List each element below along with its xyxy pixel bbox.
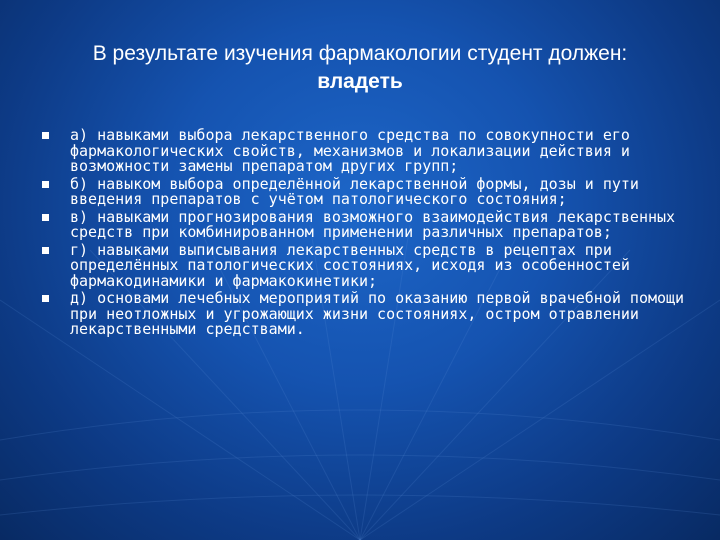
bullet-item-d xyxy=(40,240,690,290)
title-line-2: владеть xyxy=(317,70,403,93)
square-bullet-icon xyxy=(42,181,49,188)
bullet-item-a xyxy=(40,128,690,175)
bullet-item-c xyxy=(40,207,690,241)
bullet-text: а) навыками выбора лекарственного средства по совокупности его фармакологических свойств, механизмов и локализации действия и возможности замены препаратом других групп; xyxy=(70,126,630,175)
bullet-text: б) навыком выбора определённой лекарственной формы, дозы и пути введения препаратов с учётом патологического состояния; xyxy=(70,174,639,208)
square-bullet-icon xyxy=(42,132,49,139)
bullet-text: в) навыками прогнозирования возможного взаимодействия лекарственных средств при комбинированном применении различных препаратов; xyxy=(70,207,676,241)
bullet-item-e xyxy=(40,291,690,338)
bullet-text: г) навыками выписывания лекарственных средств в рецептах при определённых патологических состояниях, исходя из особенностей фармакодинамики и фармакокинетики; xyxy=(70,240,630,290)
title-line-1: В результате изучения фармакологии студент должен: xyxy=(92,42,628,65)
bullet-list xyxy=(40,128,690,340)
square-bullet-icon xyxy=(42,214,49,221)
slide-title xyxy=(30,40,690,96)
square-bullet-icon xyxy=(42,247,49,254)
bullet-item-b xyxy=(40,174,690,208)
square-bullet-icon xyxy=(42,295,49,302)
bullet-text: д) основами лечебных мероприятий по оказанию первой врачебной помощи при неотложных и угрожающих жизни состояниях, остром отравлении лекарственными средствами. xyxy=(70,289,685,338)
